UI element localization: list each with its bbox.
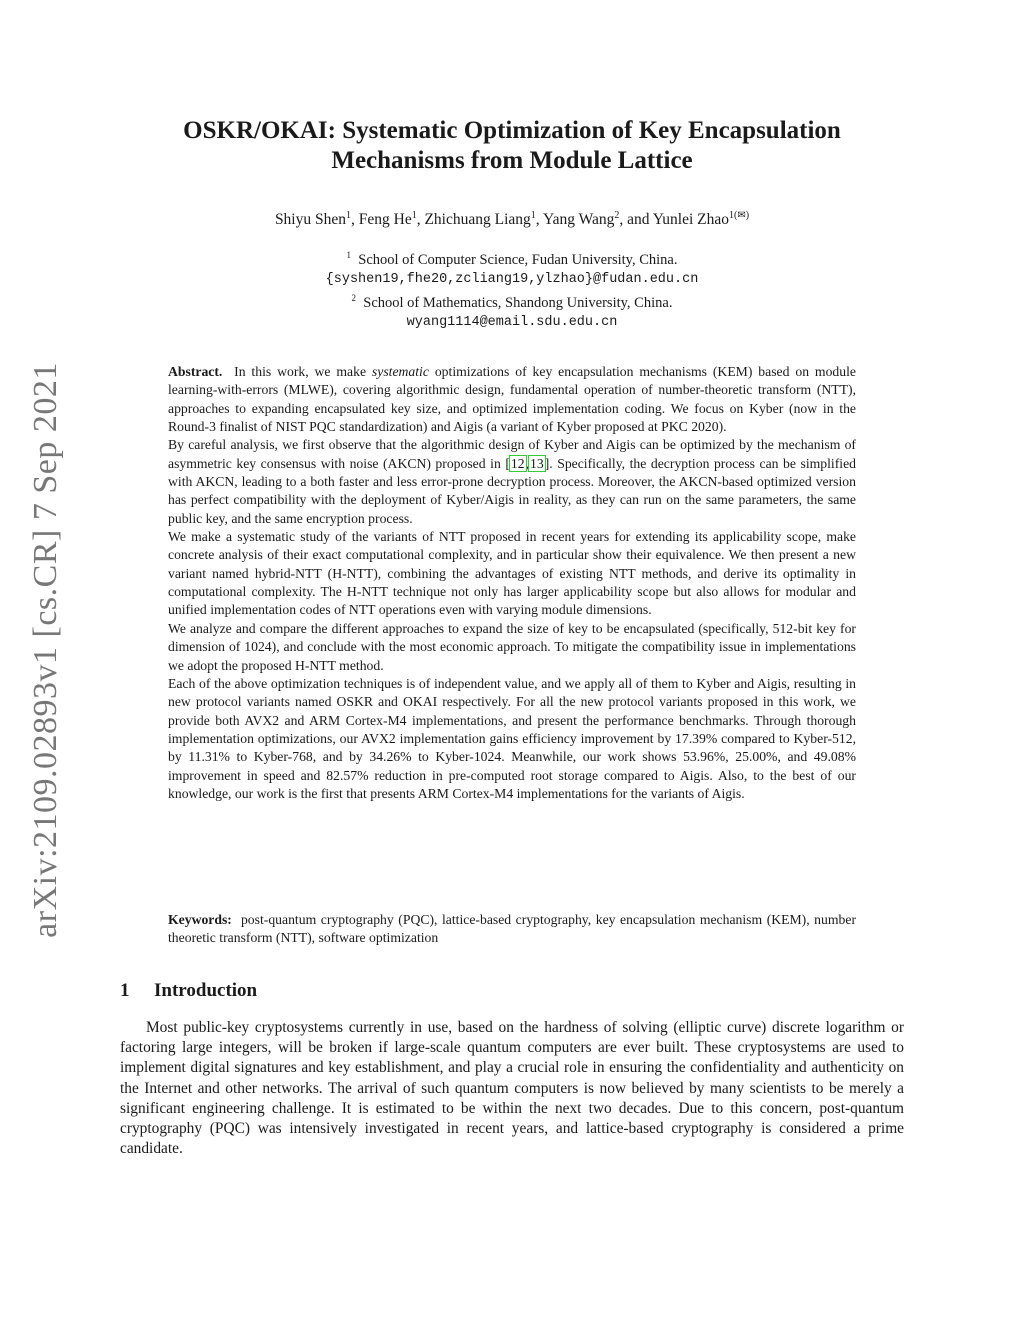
abstract-paragraph: By careful analysis, we first observe that the algorithmic design of Kyber and Aigis can be optimized by the mechanism of asymmetric key consensus with noise (AKCN) proposed in [12,13]. Specifically, the decryption process can be simplified with AKCN, leading to a both faster and less error-prone decryption process. Moreover, the AKCN-based optimized version has perfect compatibility with the deployment of Kyber/Aigis in reality, as they can run on the same parameters, the same public key, and the same encryption process.	[168, 437, 857, 526]
arxiv-id: arXiv:2109.02893v1 [cs.CR] 7 Sep 2021	[27, 362, 64, 938]
abstract-text: optimizations of key encapsulation mechanisms (KEM) based on module learning-with-errors (MLWE), covering algorithmic design, fundamental operation of number-theoretic transform (NTT), approaches to expanding encapsulated key size, and optimized implementation coding. We focus on Kyber (now in the Round-3 finalist of NIST PQC standardization) and Aigis (a variant of Kyber proposed at PKC 2020).	[168, 364, 856, 435]
affiliation-text: School of Computer Science, Fudan University, China.	[358, 251, 678, 268]
author-affiliation-mark: 1	[411, 210, 417, 221]
citation-link[interactable]: 13	[530, 455, 544, 471]
author-affiliation-mark: 1(✉)	[729, 210, 750, 221]
author-separator: , and	[619, 211, 653, 229]
email-2[interactable]: wyang1114@email.sdu.edu.cn	[406, 314, 618, 330]
abstract-text: By careful analysis, we first observe that the algorithmic design of Kyber and Aigis can be optimized by the mechanism of asymmetric key consensus with noise (AKCN) proposed in	[168, 437, 856, 471]
affiliations	[120, 246, 904, 332]
author-affiliation-mark: 1	[530, 210, 536, 221]
affiliation-2	[120, 289, 904, 313]
author-separator: ,	[535, 211, 543, 229]
affiliation-1	[120, 246, 904, 270]
affiliation-mark: 2	[351, 292, 357, 303]
author-name: Yunlei Zhao	[652, 211, 729, 229]
abstract	[168, 363, 856, 803]
author-affiliation-mark: 2	[614, 210, 620, 221]
author-name: Zhichuang Liang	[424, 211, 531, 229]
abstract-text: . Specifically, the decryption process can be simplified with AKCN, leading to a both faster and less error-prone decryption process. Moreover, the AKCN-based optimized version has perfect compatibility with the deployment of Kyber/Aigis in reality, as they can run on the same parameters, the same public key, and the same encryption process.	[168, 455, 857, 526]
abstract-label: Abstract.	[168, 364, 223, 379]
keywords-label: Keywords:	[168, 912, 232, 927]
abstract-paragraph: Each of the above optimization techniques is of independent value, and we apply all of them to Kyber and Aigis, resulting in new protocol variants named OSKR and OKAI respectively. For all the new protocol variants proposed in this work, we provide both AVX2 and ARM Cortex-M4 implementations, and present the performance benchmarks. Through thorough implementation optimizations, our AVX2 implementation gains efficiency improvement by 17.39% compared to Kyber-512, by 11.31% to Kyber-768, and by 34.26% to Kyber-1024. Meanwhile, our work shows 53.96%, 25.00%, and 49.08% improvement in speed and 82.57% reduction in pre-computed root storage compared to Aigis. Also, to the best of our knowledge, our work is the first that presents ARM Cortex-M4 implementations for the variants of Aigis.	[168, 675, 856, 801]
abstract-text: In this work, we make	[234, 364, 372, 379]
email-1[interactable]: {syshen19,fhe20,zcliang19,ylzhao}@fudan.edu.cn	[325, 271, 699, 287]
section-heading	[120, 980, 257, 1002]
author-affiliation-mark: 1	[346, 210, 351, 221]
arxiv-sidebar-stamp	[22, 362, 70, 938]
citation-separator: ,	[525, 455, 529, 471]
section-number: 1	[120, 980, 130, 1001]
abstract-paragraph	[168, 363, 856, 436]
keywords	[168, 911, 856, 948]
author-name: Feng He	[358, 211, 412, 229]
citation-link[interactable]: 12	[510, 455, 525, 471]
affiliation-mark: 1	[346, 250, 351, 260]
title-line-1: OSKR/OKAI: Systematic Optimization of Key Encapsulation	[183, 117, 841, 144]
abstract-emphasis: systematic	[371, 364, 429, 379]
affiliation-text: School of Mathematics, Shandong University, China.	[363, 294, 673, 311]
author-name: Shiyu Shen	[274, 211, 346, 229]
section-title: Introduction	[154, 980, 258, 1001]
abstract-paragraph: We analyze and compare the different approaches to expand the size of key to be encapsulated (specifically, 512-bit key for dimension of 1024), and conclude with the most economic approach. To mitigate the compatibility issue in implementations we adopt the proposed H-NTT method.	[168, 620, 856, 673]
paper-title	[120, 116, 904, 176]
intro-paragraph: Most public-key cryptosystems currently in use, based on the hardness of solving (elliptic curve) discrete logarithm or factoring large integers, will be broken if large-scale quantum computers are ever built. These cryptosystems are used to implement digital signatures and key establishment, and play a crucial role in ensuring the confidentiality and authenticity on the Internet and other networks. The arrival of such quantum computers is now believed by many scientists to be merely a significant engineering challenge. It is estimated to be within the next two decades. Due to this concern, post-quantum cryptography (PQC) was intensively investigated in recent years, and lattice-based cryptography is considered a prime candidate.	[120, 1019, 904, 1158]
author-separator: ,	[351, 211, 359, 229]
keywords-text: post-quantum cryptography (PQC), lattice-based cryptography, key encapsulation mechanism (KEM), number theoretic transform (NTT), software optimization	[168, 912, 856, 946]
author-name: Yang Wang	[542, 211, 615, 229]
author-list	[120, 210, 904, 229]
author-separator: ,	[416, 211, 425, 229]
title-line-2: Mechanisms from Module Lattice	[331, 147, 693, 174]
abstract-paragraph: We make a systematic study of the variants of NTT proposed in recent years for extending its applicability scope, make concrete analysis of their exact computational complexity, and in particular show their equivalence. We then present a new variant named hybrid-NTT (H-NTT), combining the advantages of existing NTT methods, and derive its optimality in computational complexity. The H-NTT technique not only has larger applicability scope but also allows for modular and unified implementation codes of NTT operations even with varying module dimensions.	[168, 529, 856, 618]
